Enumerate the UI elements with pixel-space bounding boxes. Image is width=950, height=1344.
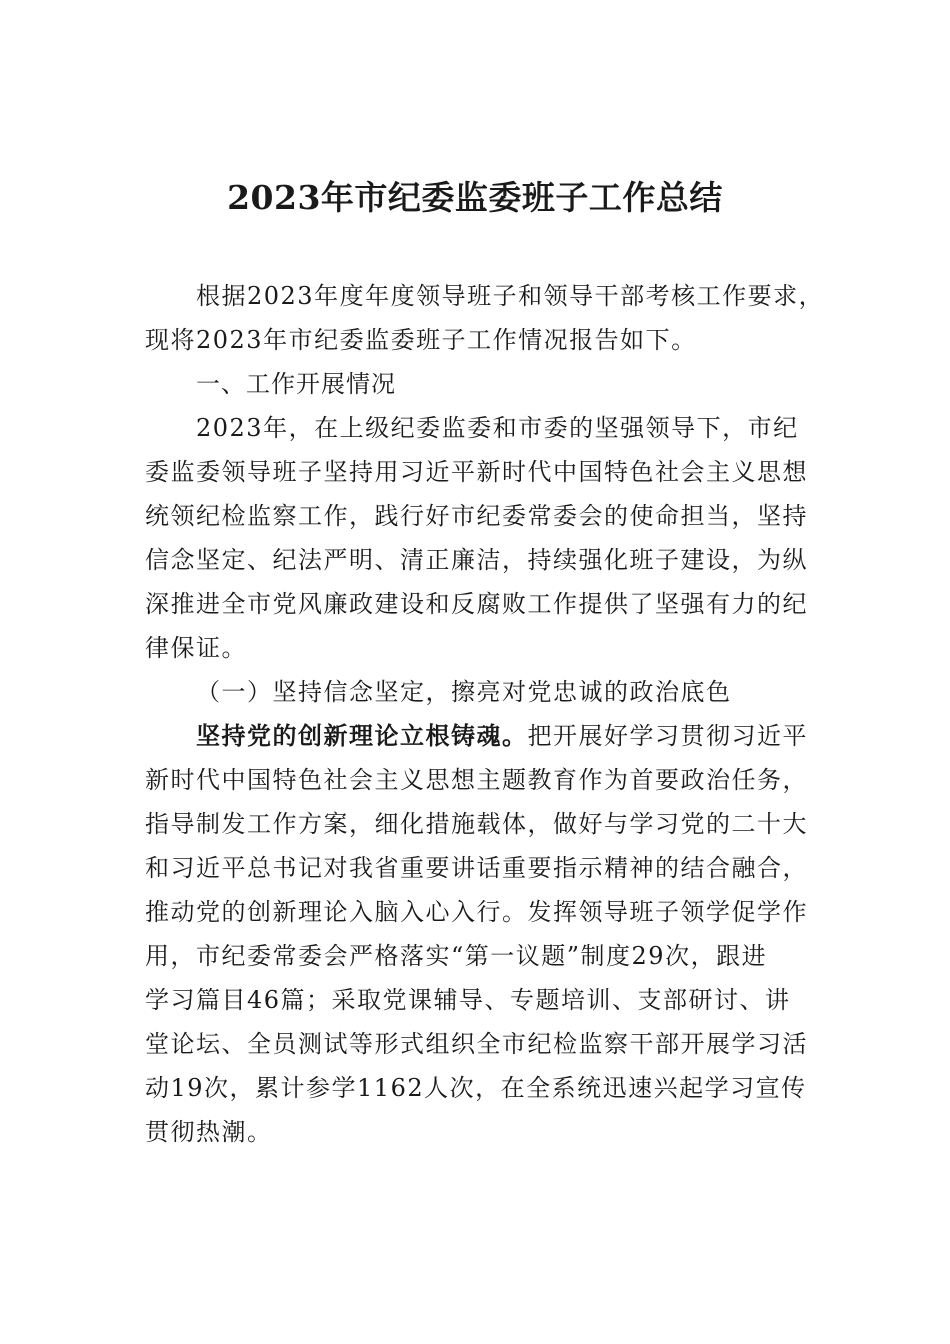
- subsection-heading: （一）坚持信念坚定，擦亮对党忠诚的政治底色: [196, 678, 732, 706]
- document-title: 2023年市纪委监委班子工作总结: [227, 178, 723, 217]
- paragraph-line: 统领纪检监察工作，践行好市纪委常委会的使命担当，坚持: [145, 502, 808, 530]
- intro-line: 现将2023年市纪委监委班子工作情况报告如下。: [145, 326, 697, 354]
- lead-bold-phrase: 坚持党的创新理论立根铸魂。: [196, 721, 528, 750]
- lead-line-rest: 把开展好学习贯彻习近平: [527, 722, 808, 750]
- paragraph-line: 堂论坛、全员测试等形式组织全市纪检监察干部开展学习活: [145, 1030, 808, 1058]
- subsection1-paragraph: [145, 714, 810, 1154]
- paragraph-line: 贯彻热潮。: [145, 1118, 273, 1146]
- paragraph-line: 信念坚定、纪法严明、清正廉洁，持续强化班子建设，为纵: [145, 546, 808, 574]
- paragraph-line: 委监委领导班子坚持用习近平新时代中国特色社会主义思想: [145, 458, 808, 486]
- paragraph-line: 动19次，累计参学1162人次，在全系统迅速兴起学习宣传: [145, 1074, 807, 1102]
- paragraph-line: 指导制发工作方案，细化措施载体，做好与学习党的二十大: [145, 810, 808, 838]
- paragraph-line: [145, 714, 810, 758]
- paragraph-line: 新时代中国特色社会主义思想主题教育作为首要政治任务，: [145, 766, 808, 794]
- paragraph-line: 律保证。: [145, 634, 247, 662]
- section1-paragraph: [145, 406, 810, 670]
- paragraph-line: 学习篇目46篇；采取党课辅导、专题培训、支部研讨、讲: [145, 986, 791, 1014]
- intro-line: 根据2023年度年度领导班子和领导干部考核工作要求，: [196, 282, 825, 310]
- intro-paragraph: [145, 274, 825, 362]
- paragraph-line: 和习近平总书记对我省重要讲话重要指示精神的结合融合，: [145, 854, 808, 882]
- section-heading: 一、工作开展情况: [196, 370, 396, 398]
- paragraph-line: 推动党的创新理论入脑入心入行。发挥领导班子领学促学作: [145, 898, 808, 926]
- paragraph-line: 深推进全市党风廉政建设和反腐败工作提供了坚强有力的纪: [145, 590, 808, 618]
- paragraph-line: 2023年，在上级纪委监委和市委的坚强领导下，市纪: [196, 414, 799, 442]
- paragraph-line: 用，市纪委常委会严格落实“第一议题”制度29次，跟进: [145, 942, 768, 970]
